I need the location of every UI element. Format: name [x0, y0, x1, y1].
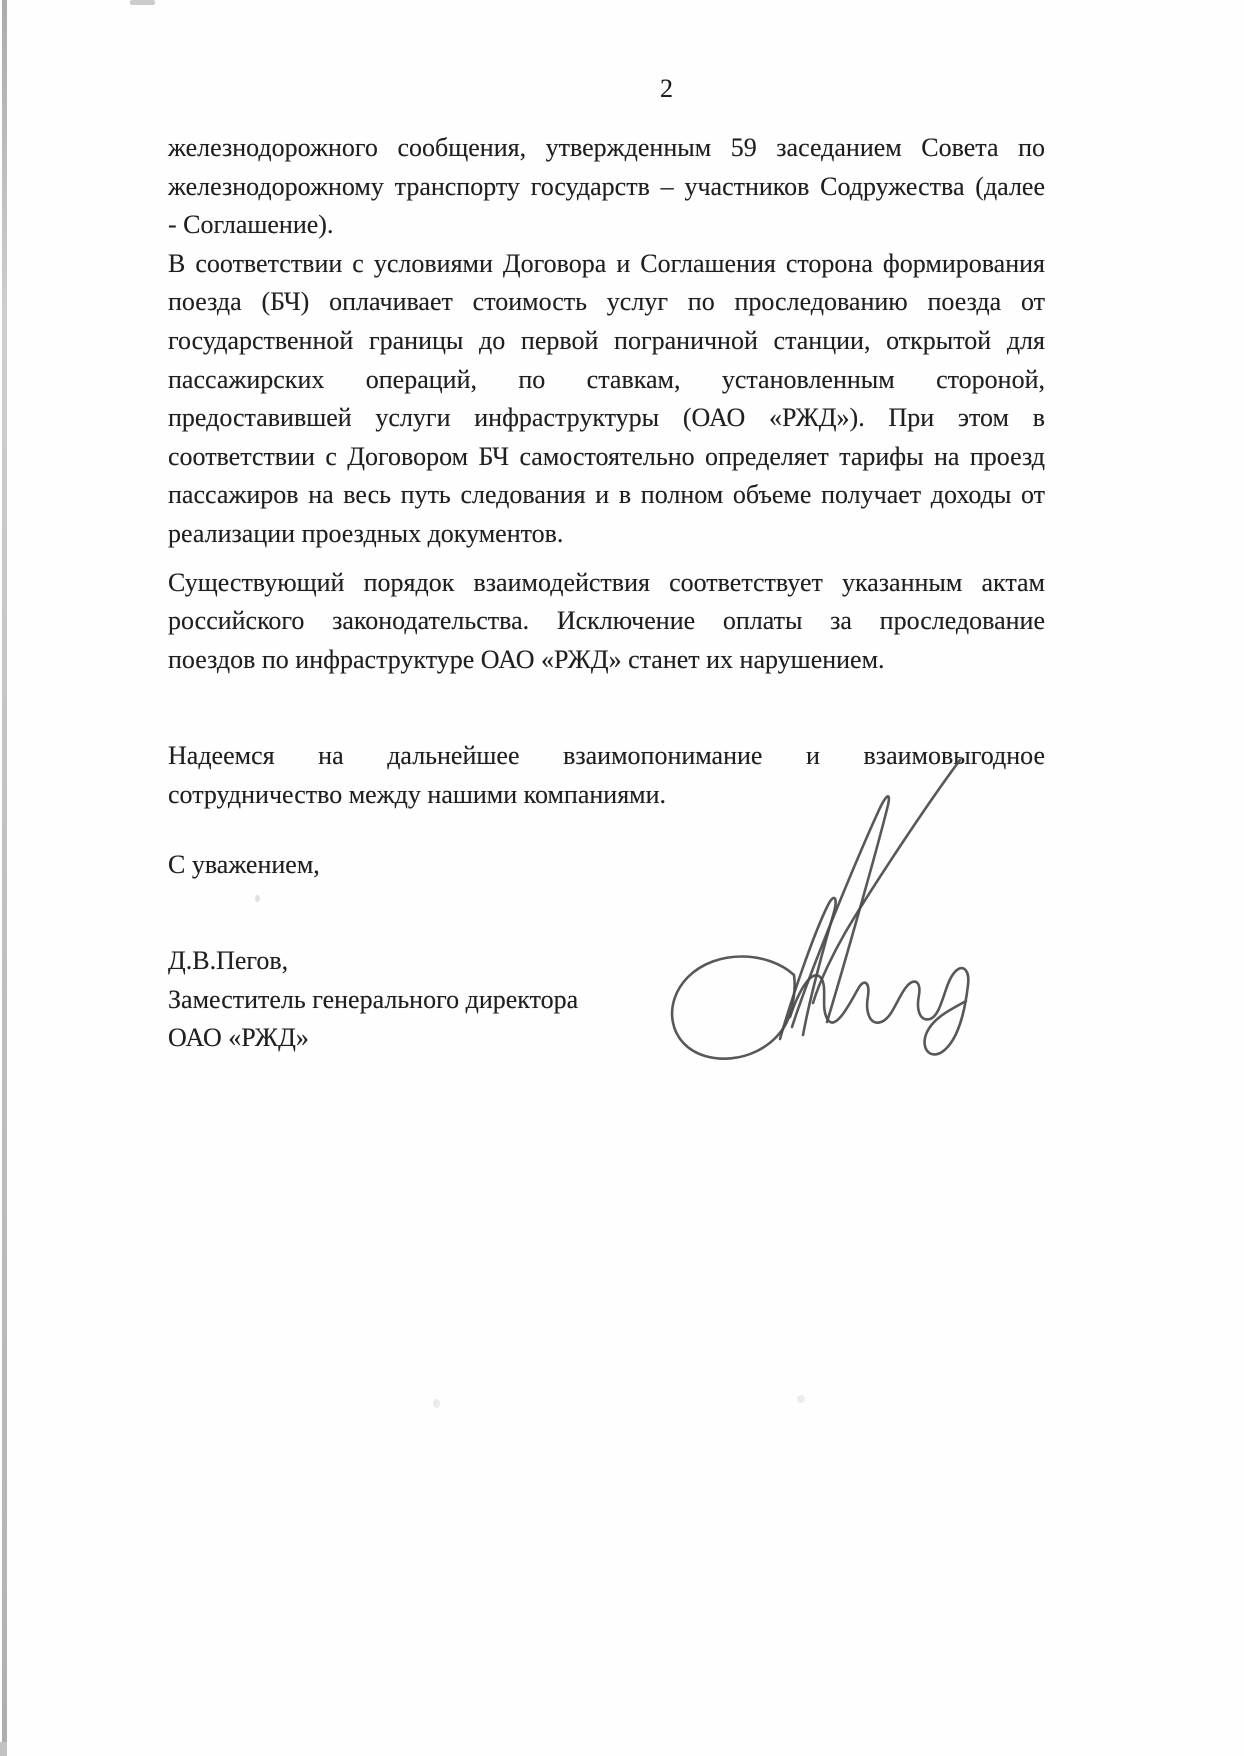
letter-line: сотрудничество между нашими компаниями. — [168, 779, 667, 809]
signer-company: ОАО «РЖД» — [168, 1023, 309, 1053]
paragraph-continuation — [168, 129, 1045, 245]
letter-line: соответствии с Договором БЧ самостоятельно определяет тарифы на проезд — [168, 441, 1045, 471]
scan-top-artifact — [130, 0, 155, 5]
scan-speck — [0, 1742, 7, 1756]
letter-line: государственной границы до первой пограничной станции, открытой для — [168, 325, 1045, 355]
page-number: 2 — [660, 74, 673, 103]
letter-line: В соответствии с условиями Договора и Соглашения сторона формирования — [168, 248, 1045, 278]
letter-line: железнодорожному транспорту государств – участников Содружества (далее — [168, 171, 1045, 201]
letter-line: пассажирских операций, по ставкам, установленным стороной, — [168, 364, 1045, 394]
letter-line: поезда (БЧ) оплачивает стоимость услуг по проследованию поезда от — [168, 287, 1045, 317]
scan-speck — [797, 1395, 805, 1403]
paragraph-payment-terms — [168, 245, 1045, 554]
scan-edge-artifact — [2, 0, 7, 1756]
paragraph-legal-order — [168, 564, 1045, 680]
letter-line: железнодорожного сообщения, утвержденным 59 заседанием Совета по — [168, 133, 1045, 162]
signer-name: Д.В.Пегов, — [168, 946, 289, 976]
letter-line: С уважением, — [168, 849, 320, 879]
letter-line: Надеемся на дальнейшее взаимопонимание и взаимовыгодное — [168, 741, 1045, 771]
letter-line: пассажиров на весь путь следования и в полном объеме получает доходы от — [168, 480, 1045, 510]
signer-title: Заместитель генерального директора — [168, 984, 579, 1014]
letter-line: предоставившей услуги инфраструктуры (ОАО «РЖД»). При этом в — [168, 403, 1045, 433]
letter-line: реализации проездных документов. — [168, 518, 564, 548]
letter-line: российского законодательства. Исключение оплаты за проследование — [168, 606, 1045, 636]
letter-line: поездов по инфраструктуре ОАО «РЖД» станет их нарушением. — [168, 644, 885, 674]
handwritten-signature — [620, 665, 1020, 1085]
letter-line: Существующий порядок взаимодействия соответствует указанным актам — [168, 567, 1045, 597]
scan-speck — [433, 1399, 440, 1408]
letter-line: - Соглашение). — [168, 210, 334, 240]
